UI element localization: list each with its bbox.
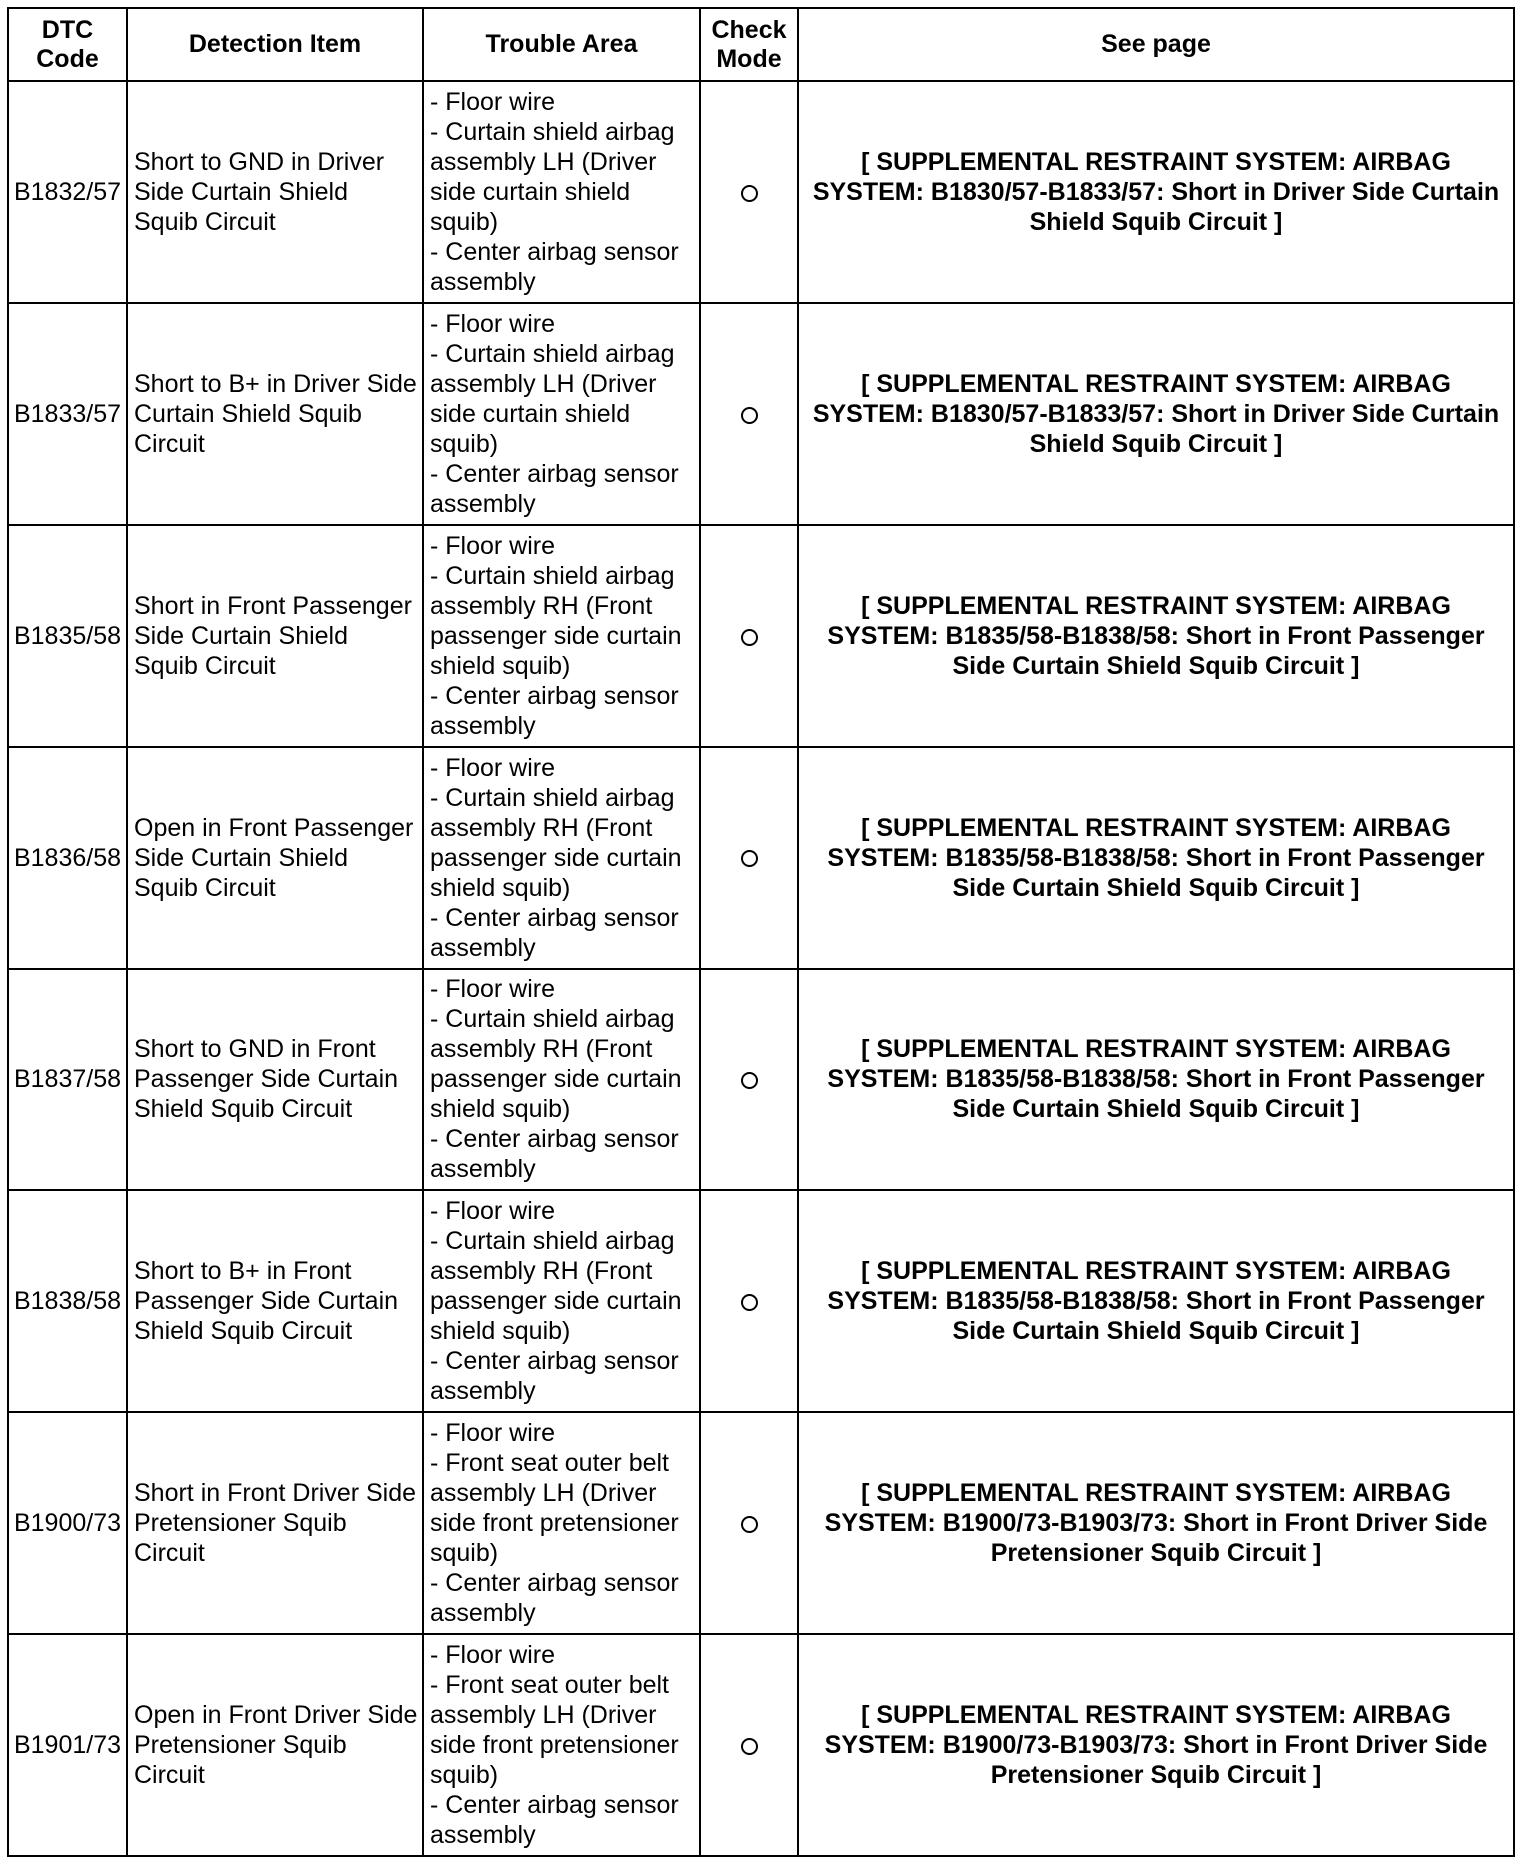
header-dtc-code-line1: DTC	[41, 15, 94, 44]
dtc-code: B1838/58	[8, 1190, 127, 1412]
check-mode-circle-icon	[741, 1738, 758, 1755]
dtc-code: B1837/58	[8, 969, 127, 1191]
header-dtc-code-line2: Code	[36, 44, 99, 73]
trouble-area-line: - Curtain shield airbag assembly RH (Front passenger side curtain shield squib)	[430, 1005, 682, 1124]
header-check-mode-line1: Check	[711, 15, 787, 44]
dtc-code: B1900/73	[8, 1412, 127, 1634]
trouble-area-line: - Floor wire	[430, 531, 556, 560]
trouble-area	[423, 1412, 700, 1634]
table-row	[8, 969, 1514, 1191]
header-see-page: See page	[798, 8, 1514, 81]
header-detection-item: Detection Item	[127, 8, 423, 81]
trouble-area	[423, 525, 700, 747]
detection-item: Short to B+ in Driver Side Curtain Shield Squib Circuit	[127, 303, 423, 525]
see-page-link[interactable]	[798, 1412, 1514, 1634]
see-page-link[interactable]	[798, 969, 1514, 1191]
trouble-area-line: - Floor wire	[430, 87, 556, 116]
dtc-code: B1832/57	[8, 81, 127, 303]
header-check-mode-line2: Mode	[716, 44, 782, 73]
header-dtc-code	[8, 8, 127, 81]
trouble-area-line: - Center airbag sensor assembly	[430, 459, 679, 518]
table-row	[8, 1412, 1514, 1634]
table-row	[8, 1190, 1514, 1412]
table-row	[8, 303, 1514, 525]
see-page-text: [ SUPPLEMENTAL RESTRAINT SYSTEM: AIRBAG SYSTEM: B1835/58-B1838/58: Short in Front Passenger Side Curtain Shield Squib Circuit ]	[827, 813, 1485, 902]
see-page-link[interactable]	[798, 303, 1514, 525]
see-page-text: [ SUPPLEMENTAL RESTRAINT SYSTEM: AIRBAG SYSTEM: B1830/57-B1833/57: Short in Driver Side Curtain Shield Squib Circuit ]	[812, 147, 1500, 236]
trouble-area-line: - Floor wire	[430, 1419, 556, 1448]
dtc-code: B1833/57	[8, 303, 127, 525]
detection-item: Short in Front Driver Side Pretensioner Squib Circuit	[127, 1412, 423, 1634]
trouble-area	[423, 969, 700, 1191]
header-check-mode	[700, 8, 798, 81]
trouble-area-line: - Center airbag sensor assembly	[430, 681, 679, 740]
trouble-area-line: - Curtain shield airbag assembly LH (Driver side curtain shield squib)	[430, 117, 675, 236]
trouble-area-line: - Center airbag sensor assembly	[430, 237, 679, 296]
check-mode	[700, 525, 798, 747]
detection-item: Short in Front Passenger Side Curtain Shield Squib Circuit	[127, 525, 423, 747]
table-row	[8, 1634, 1514, 1856]
table-row	[8, 81, 1514, 303]
trouble-area	[423, 1190, 700, 1412]
trouble-area-line: - Floor wire	[430, 309, 556, 338]
trouble-area-line: - Curtain shield airbag assembly LH (Driver side curtain shield squib)	[430, 339, 675, 458]
detection-item: Short to GND in Front Passenger Side Curtain Shield Squib Circuit	[127, 969, 423, 1191]
trouble-area-line: - Floor wire	[430, 975, 556, 1004]
trouble-area-line: - Floor wire	[430, 1641, 556, 1670]
see-page-text: [ SUPPLEMENTAL RESTRAINT SYSTEM: AIRBAG SYSTEM: B1900/73-B1903/73: Short in Front Driver Side Pretensioner Squib Circuit ]	[824, 1701, 1488, 1790]
trouble-area	[423, 81, 700, 303]
trouble-area-line: - Curtain shield airbag assembly RH (Front passenger side curtain shield squib)	[430, 783, 682, 902]
header-trouble-area: Trouble Area	[423, 8, 700, 81]
check-mode-circle-icon	[741, 1516, 758, 1533]
check-mode	[700, 303, 798, 525]
check-mode-circle-icon	[741, 407, 758, 424]
trouble-area-line: - Curtain shield airbag assembly RH (Front passenger side curtain shield squib)	[430, 1227, 682, 1346]
trouble-area	[423, 1634, 700, 1856]
trouble-area-line: - Floor wire	[430, 1197, 556, 1226]
dtc-code: B1835/58	[8, 525, 127, 747]
dtc-code: B1836/58	[8, 747, 127, 969]
trouble-area-line: - Front seat outer belt assembly LH (Driver side front pretensioner squib)	[430, 1671, 679, 1790]
check-mode	[700, 1634, 798, 1856]
check-mode	[700, 1190, 798, 1412]
see-page-link[interactable]	[798, 1190, 1514, 1412]
dtc-code: B1901/73	[8, 1634, 127, 1856]
see-page-text: [ SUPPLEMENTAL RESTRAINT SYSTEM: AIRBAG SYSTEM: B1835/58-B1838/58: Short in Front Passenger Side Curtain Shield Squib Circuit ]	[827, 1035, 1485, 1124]
trouble-area-line: - Center airbag sensor assembly	[430, 1347, 679, 1406]
detection-item: Short to GND in Driver Side Curtain Shield Squib Circuit	[127, 81, 423, 303]
check-mode-circle-icon	[741, 185, 758, 202]
see-page-link[interactable]	[798, 1634, 1514, 1856]
check-mode	[700, 81, 798, 303]
check-mode-circle-icon	[741, 850, 758, 867]
table-body	[8, 81, 1514, 1856]
detection-item: Open in Front Passenger Side Curtain Shield Squib Circuit	[127, 747, 423, 969]
see-page-text: [ SUPPLEMENTAL RESTRAINT SYSTEM: AIRBAG SYSTEM: B1835/58-B1838/58: Short in Front Passenger Side Curtain Shield Squib Circuit ]	[827, 591, 1485, 680]
check-mode-circle-icon	[741, 1072, 758, 1089]
detection-item: Short to B+ in Front Passenger Side Curtain Shield Squib Circuit	[127, 1190, 423, 1412]
see-page-link[interactable]	[798, 747, 1514, 969]
trouble-area-line: - Curtain shield airbag assembly RH (Front passenger side curtain shield squib)	[430, 561, 682, 680]
see-page-link[interactable]	[798, 81, 1514, 303]
dtc-table	[7, 7, 1515, 1857]
check-mode-circle-icon	[741, 629, 758, 646]
trouble-area	[423, 747, 700, 969]
trouble-area-line: - Front seat outer belt assembly LH (Driver side front pretensioner squib)	[430, 1449, 679, 1568]
trouble-area-line: - Floor wire	[430, 753, 556, 782]
check-mode	[700, 1412, 798, 1634]
table-row	[8, 525, 1514, 747]
trouble-area-line: - Center airbag sensor assembly	[430, 903, 679, 962]
header-row	[8, 8, 1514, 81]
see-page-text: [ SUPPLEMENTAL RESTRAINT SYSTEM: AIRBAG SYSTEM: B1900/73-B1903/73: Short in Front Driver Side Pretensioner Squib Circuit ]	[824, 1479, 1488, 1568]
trouble-area-line: - Center airbag sensor assembly	[430, 1125, 679, 1184]
see-page-text: [ SUPPLEMENTAL RESTRAINT SYSTEM: AIRBAG SYSTEM: B1835/58-B1838/58: Short in Front Passenger Side Curtain Shield Squib Circuit ]	[827, 1257, 1485, 1346]
check-mode-circle-icon	[741, 1294, 758, 1311]
trouble-area-line: - Center airbag sensor assembly	[430, 1569, 679, 1628]
see-page-text: [ SUPPLEMENTAL RESTRAINT SYSTEM: AIRBAG SYSTEM: B1830/57-B1833/57: Short in Driver Side Curtain Shield Squib Circuit ]	[812, 369, 1500, 458]
trouble-area	[423, 303, 700, 525]
table-row	[8, 747, 1514, 969]
check-mode	[700, 969, 798, 1191]
trouble-area-line: - Center airbag sensor assembly	[430, 1791, 679, 1850]
check-mode	[700, 747, 798, 969]
detection-item: Open in Front Driver Side Pretensioner Squib Circuit	[127, 1634, 423, 1856]
see-page-link[interactable]	[798, 525, 1514, 747]
